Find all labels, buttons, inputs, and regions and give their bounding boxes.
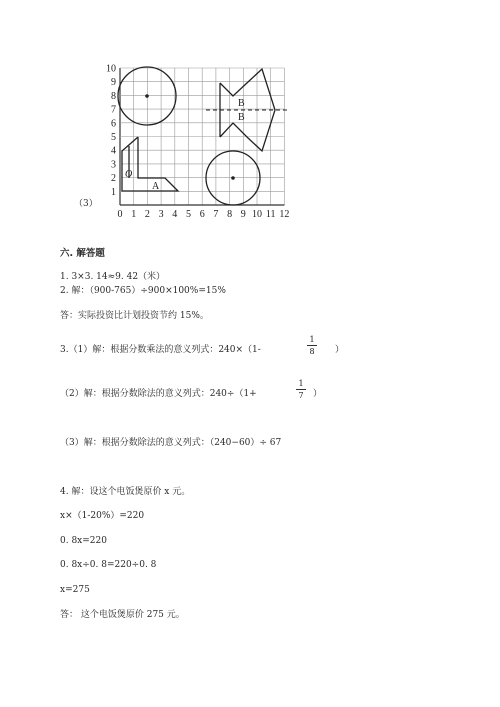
answer-3-3: （3）解：根据分数除法的意义列式：（240−60）÷ 67	[60, 438, 282, 448]
coordinate-grid-figure	[0, 0, 500, 230]
answer-4-conclusion: 答： 这个电饭煲原价 275 元。	[60, 610, 185, 620]
x-tick-label: 12	[279, 209, 290, 220]
x-tick-label: 6	[199, 209, 205, 220]
y-tick-label: 4	[111, 145, 116, 157]
x-tick-label: 5	[186, 209, 191, 220]
fraction-1-7-denominator: 7	[298, 391, 304, 400]
x-tick-label: 0	[117, 209, 123, 220]
x-tick-label: 4	[172, 209, 178, 220]
answer-3-2: （2）解：根据分数除法的意义列式：240÷（1+	[60, 389, 257, 399]
x-tick-label: 8	[227, 209, 233, 220]
x-tick-label: 7	[213, 209, 219, 220]
x-tick-label: 9	[240, 209, 246, 220]
y-tick-label: 9	[111, 77, 116, 89]
label-b-top: B	[238, 98, 245, 109]
y-tick-label: 7	[111, 104, 116, 116]
x-tick-label: 1	[131, 209, 137, 220]
answer-3-1-close: ）	[335, 345, 345, 355]
x-tick-label: 3	[158, 209, 164, 220]
y-tick-label: 2	[111, 173, 116, 185]
y-tick-label: 10	[106, 63, 116, 75]
y-tick-label: 5	[111, 132, 116, 143]
answer-3-1: 3.（1）解：根据分数乘法的意义列式：240×（1-	[60, 345, 261, 355]
label-b-bottom: B	[238, 112, 245, 123]
x-axis-ticks	[118, 209, 290, 220]
answer-4-equation-3: 0. 8x÷0. 8=220÷0. 8	[60, 560, 157, 570]
answer-4: 4. 解：设这个电饭煲原价 x 元。	[60, 487, 191, 497]
fraction-1-7	[294, 379, 308, 400]
answer-1: 1. 3×3. 14≈9. 42（米）	[60, 272, 166, 282]
fraction-1-8-numerator: 1	[309, 335, 315, 344]
y-axis-ticks	[106, 64, 116, 198]
label-o: O	[125, 169, 133, 180]
x-tick-label: 2	[144, 209, 150, 220]
circle-bottom-center-dot	[231, 176, 235, 180]
section-title: 六. 解答题	[60, 248, 105, 259]
x-tick-label: 10	[252, 209, 262, 220]
fraction-1-8-denominator: 8	[309, 347, 315, 356]
label-a: A	[152, 181, 160, 192]
answer-3-2-close: ）	[313, 389, 323, 399]
fraction-1-8	[305, 335, 319, 356]
y-tick-label: 3	[111, 159, 116, 171]
y-tick-label: 1	[111, 186, 116, 198]
answer-4-result: x=275	[60, 585, 90, 595]
circle-top-center-dot	[145, 94, 149, 98]
y-tick-label: 6	[111, 118, 116, 130]
answer-2: 2. 解：（900-765）÷900×100%=15%	[60, 286, 226, 296]
figure-part-label: （3）	[74, 199, 98, 209]
answer-4-equation-1: x×（1-20%）=220	[60, 511, 145, 521]
answer-2-conclusion: 答：实际投资比计划投资节约 15%。	[60, 311, 209, 321]
y-tick-label: 8	[111, 90, 116, 102]
answer-4-equation-2: 0. 8x=220	[60, 536, 107, 546]
x-tick-label: 11	[265, 209, 276, 220]
fraction-1-7-numerator: 1	[298, 379, 304, 388]
